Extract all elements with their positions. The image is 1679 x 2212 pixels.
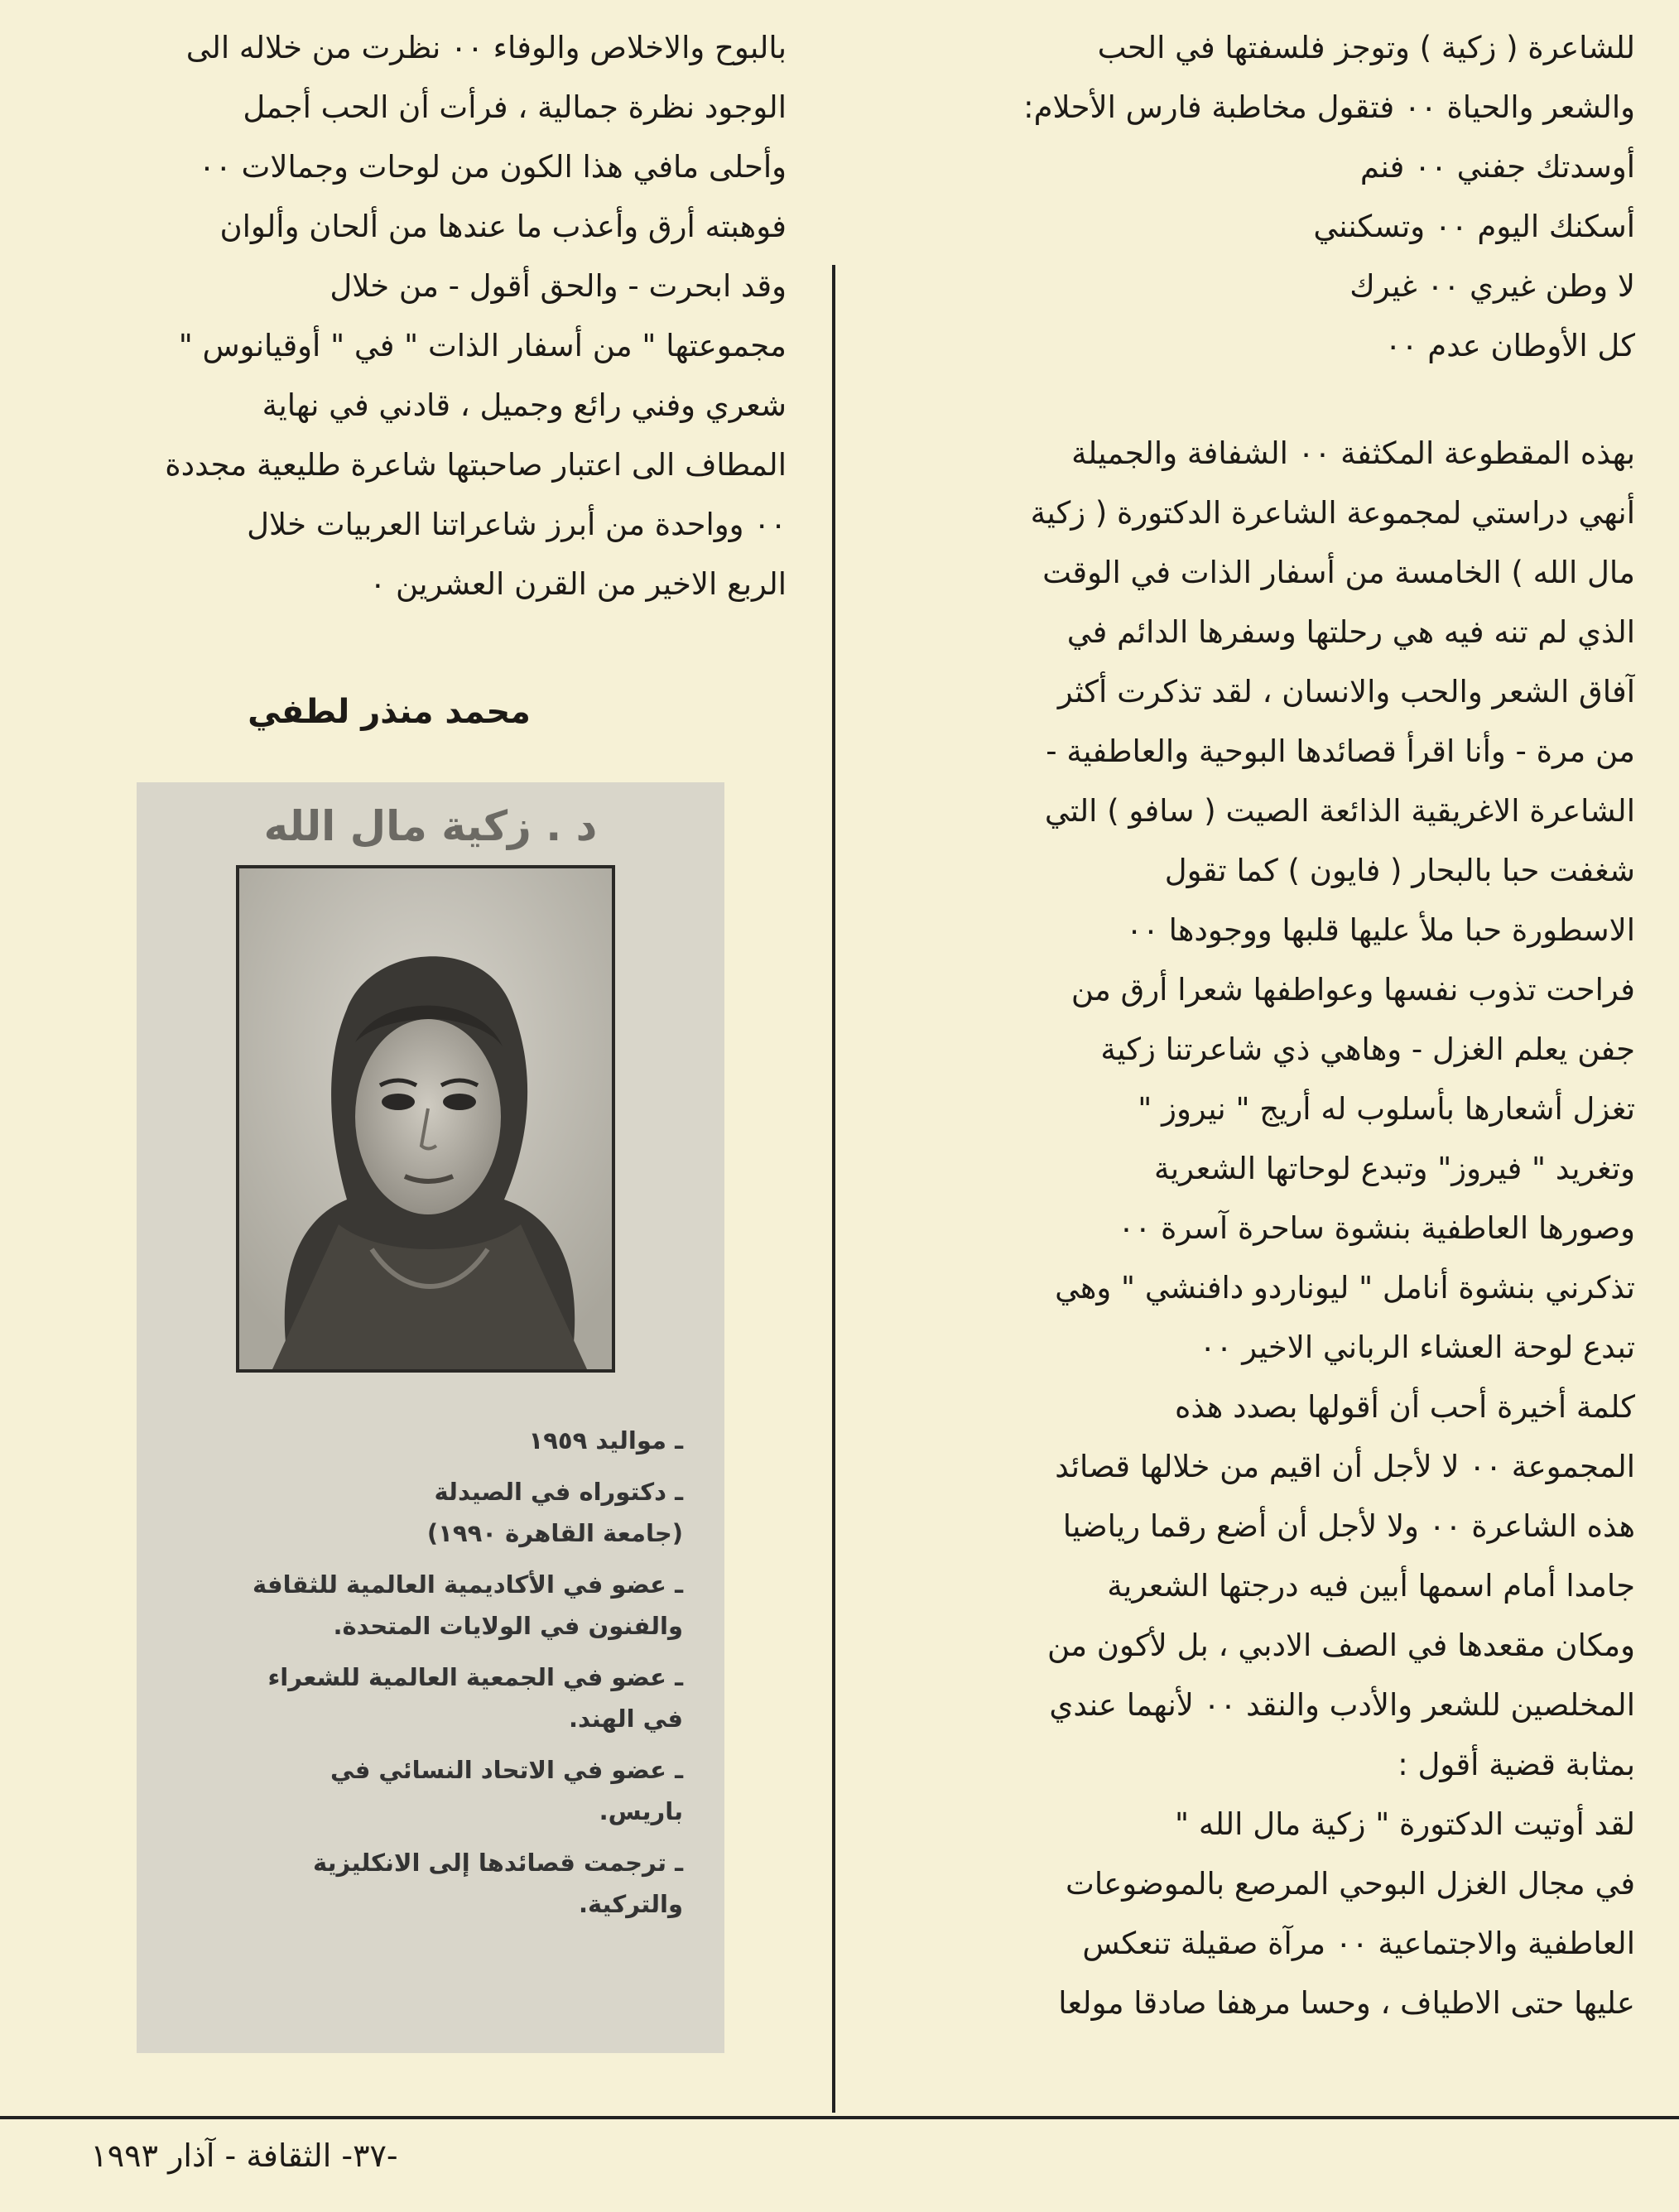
poem-line: لا وطن غيري ٠٠ غيرك bbox=[1349, 268, 1635, 304]
text-line: الربع الاخير من القرن العشرين ٠ bbox=[369, 566, 787, 602]
right-column bbox=[878, 18, 1635, 2033]
bio-card bbox=[137, 782, 724, 2053]
bio-item: ـ دكتوراه في الصيدلة bbox=[434, 1478, 683, 1506]
stanza-gap bbox=[878, 376, 1635, 424]
text-line: وتغريد " فيروز" وتبدع لوحاتها الشعرية bbox=[1154, 1151, 1635, 1186]
text-line: مال الله ) الخامسة من أسفار الذات في الوقت bbox=[1042, 555, 1635, 590]
text-line: مجموعتها " من أسفار الذات " في " أوقيانوس " bbox=[178, 328, 787, 363]
poem-line: أسكنك اليوم ٠٠ وتسكنني bbox=[1313, 209, 1635, 244]
text-line: بالبوح والاخلاص والوفاء ٠٠ نظرت من خلاله الى bbox=[185, 30, 787, 65]
bio-item: والتركية. bbox=[578, 1890, 683, 1918]
bio-item: (جامعة القاهرة ١٩٩٠) bbox=[426, 1519, 683, 1547]
bio-item: باريس. bbox=[599, 1797, 683, 1825]
text-line: في مجال الغزل البوحي المرصع بالموضوعات bbox=[1066, 1866, 1635, 1902]
column-divider bbox=[832, 265, 835, 2113]
text-line: لقد أوتيت الدكتورة " زكية مال الله " bbox=[1175, 1806, 1635, 1842]
footer-rule bbox=[0, 2116, 1679, 2119]
poem bbox=[878, 137, 1635, 376]
text-line: الوجود نظرة جمالية ، فرأت أن الحب أجمل bbox=[243, 89, 787, 125]
text-line: وصورها العاطفية بنشوة ساحرة آسرة ٠٠ bbox=[1118, 1210, 1635, 1246]
text-line: بهذه المقطوعة المكثفة ٠٠ الشفافة والجميلة bbox=[1071, 435, 1635, 471]
text-line: تذكرني بنشوة أنامل " ليوناردو دافنشي " وهي bbox=[1055, 1270, 1635, 1306]
bio-gap bbox=[219, 1832, 683, 1842]
text-line: شعري وفني رائع وجميل ، قادني في نهاية bbox=[262, 387, 787, 423]
bio-gap bbox=[219, 1554, 683, 1564]
text-line: المجموعة ٠٠ لا لأجل أن اقيم من خلالها قصائد bbox=[1055, 1449, 1635, 1484]
poem-line: كل الأوطان عدم ٠٠ bbox=[1384, 328, 1635, 363]
text-line: ومكان مقعدها في الصف الادبي ، بل لأكون من bbox=[1047, 1628, 1635, 1663]
bio-item: ـ عضو في الأكاديمية العالمية للثقافة bbox=[253, 1570, 683, 1599]
bio-gap bbox=[219, 1739, 683, 1749]
poem-line: أوسدتك جفني ٠٠ فنم bbox=[1359, 149, 1635, 185]
text-line: شغفت حبا بالبحار ( فايون ) كما تقول bbox=[1164, 853, 1635, 888]
portrait-image bbox=[239, 868, 612, 1369]
bio-gap bbox=[219, 1461, 683, 1471]
text-line: المطاف الى اعتبار صاحبتها شاعرة طليعية مجددة bbox=[165, 447, 787, 483]
text-line: جامدا أمام اسمها أبين فيه درجتها الشعرية bbox=[1107, 1568, 1635, 1604]
bio-item: والفنون في الولايات المتحدة. bbox=[333, 1612, 683, 1640]
text-line: ٠٠ وواحدة من أبرز شاعراتنا العربيات خلال bbox=[247, 507, 787, 542]
author-name: محمد منذر لطفي bbox=[248, 693, 531, 731]
page-footer: -٣٧- الثقافة - آذار ١٩٩٣ bbox=[90, 2137, 398, 2174]
text-line: هذه الشاعرة ٠٠ ولا لأجل أن أضع رقما رياضيا bbox=[1062, 1508, 1635, 1544]
text-line: تبدع لوحة العشاء الرباني الاخير ٠٠ bbox=[1199, 1330, 1635, 1365]
bio-gap bbox=[219, 1925, 683, 1935]
text-line: أنهي دراستي لمجموعة الشاعرة الدكتورة ( زكية bbox=[1030, 495, 1635, 531]
bio-item: ـ مواليد ١٩٥٩ bbox=[528, 1426, 683, 1455]
text-line: وأحلى مافي هذا الكون من لوحات وجمالات ٠٠ bbox=[199, 149, 787, 185]
text-line: المخلصين للشعر والأدب والنقد ٠٠ لأنهما عندي bbox=[1049, 1687, 1635, 1723]
bio-item: ـ ترجمت قصائدها إلى الانكليزية bbox=[312, 1849, 683, 1877]
bio-item: ـ عضو في الاتحاد النسائي في bbox=[330, 1756, 683, 1784]
bio-gap bbox=[219, 1647, 683, 1657]
text-line: للشاعرة ( زكية ) وتوجز فلسفتها في الحب bbox=[1097, 30, 1635, 65]
bio-item: ـ عضو في الجمعية العالمية للشعراء bbox=[267, 1663, 683, 1691]
text-line: كلمة أخيرة أحب أن أقولها بصدد هذه bbox=[1175, 1389, 1635, 1425]
text-line: بمثابة قضية أقول : bbox=[1398, 1747, 1635, 1782]
bio-list bbox=[219, 1420, 683, 1935]
text-line: فراحت تذوب نفسها وعواطفها شعرا أرق من bbox=[1070, 972, 1635, 1007]
text-line: والشعر والحياة ٠٠ فتقول مخاطبة فارس الأحلام: bbox=[1023, 89, 1635, 125]
text-line: فوهبته أرق وأعذب ما عندها من ألحان وألوان bbox=[219, 209, 787, 244]
text-line: جفن يعلم الغزل - وهاهي ذي شاعرتنا زكية bbox=[1100, 1031, 1635, 1067]
text-line: آفاق الشعر والحب والانسان ، لقد تذكرت أكثر bbox=[1057, 674, 1635, 709]
left-column bbox=[25, 18, 787, 614]
poem-intro bbox=[878, 18, 1635, 137]
text-line: عليها حتى الاطياف ، وحسا مرهفا صادقا مولعا bbox=[1058, 1985, 1635, 2021]
portrait-photo bbox=[236, 865, 615, 1373]
right-column-body bbox=[878, 424, 1635, 2033]
left-column-body bbox=[25, 18, 787, 614]
text-line: تغزل أشعارها بأسلوب له أريج " نيروز " bbox=[1138, 1091, 1635, 1127]
bio-card-title: د . زكية مال الله bbox=[263, 802, 598, 850]
text-line: العاطفية والاجتماعية ٠٠ مرآة صقيلة تنعكس bbox=[1082, 1926, 1635, 1961]
text-line: الشاعرة الاغريقية الذائعة الصيت ( سافو ) التي bbox=[1044, 793, 1635, 829]
bio-item: في الهند. bbox=[568, 1705, 683, 1733]
text-line: الاسطورة حبا ملأ عليها قلبها ووجودها ٠٠ bbox=[1126, 912, 1635, 948]
text-line: من مرة - وأنا اقرأ قصائدها البوحية والعاطفية - bbox=[1046, 733, 1635, 769]
text-line: وقد ابحرت - والحق أقول - من خلال bbox=[330, 268, 787, 304]
text-line: الذي لم تنه فيه هي رحلتها وسفرها الدائم في bbox=[1066, 614, 1635, 650]
